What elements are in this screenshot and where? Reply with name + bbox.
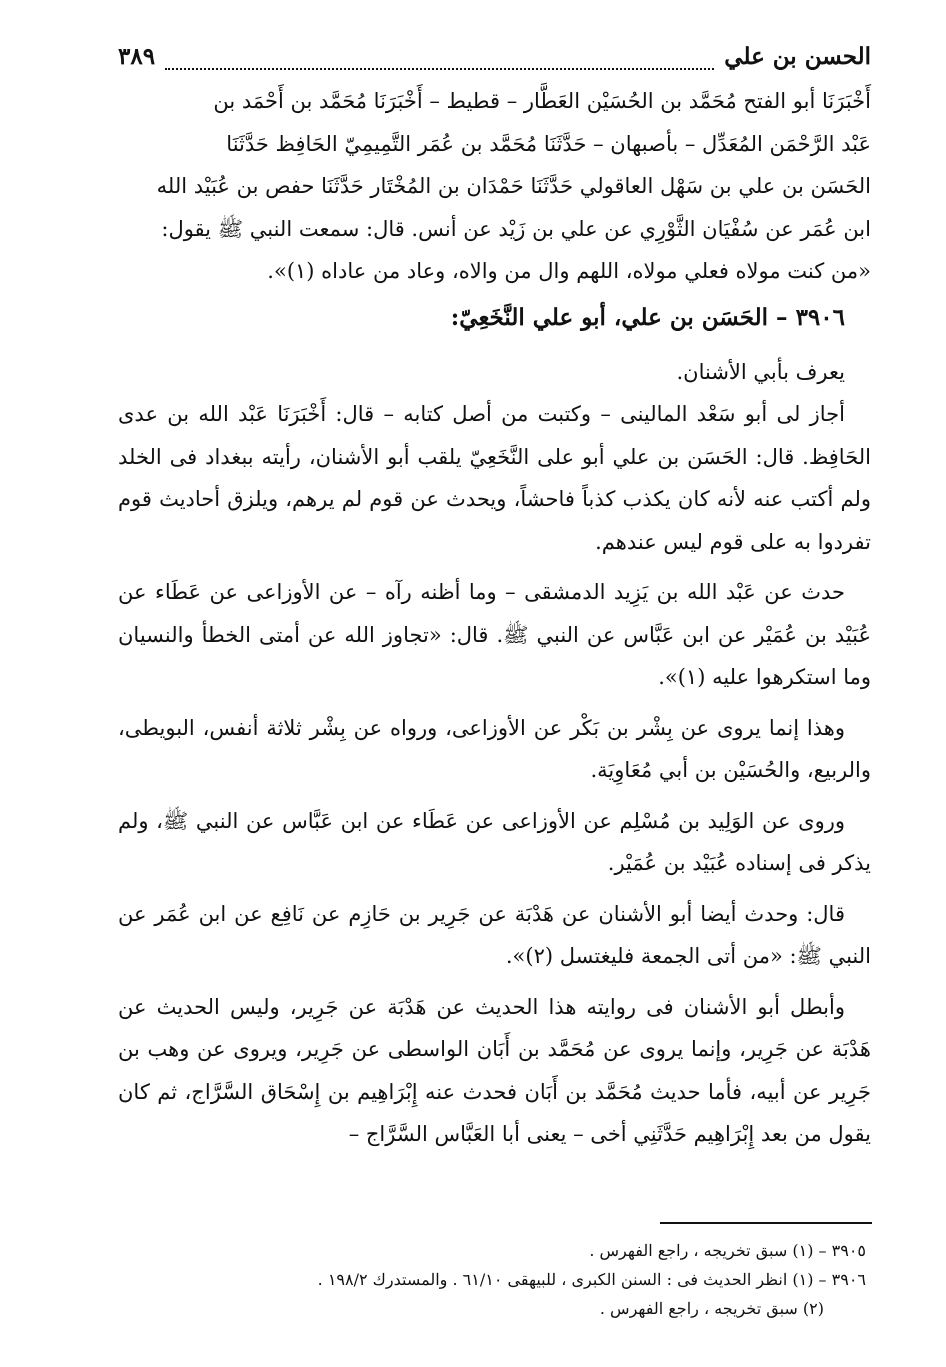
leader-dots bbox=[165, 54, 714, 70]
running-head-title: الحسن بن علي bbox=[724, 42, 871, 70]
text-line: «من كنت مولاه فعلي مولاه، اللهم وال من والاه، وعاد من عاداه (١)». bbox=[267, 259, 871, 283]
paragraph: يعرف بأبي الأشنان. bbox=[676, 359, 845, 384]
running-header bbox=[118, 36, 871, 76]
footnotes bbox=[200, 1236, 866, 1323]
text-line: أَخْبَرَنَا أبو الفتح مُحَمَّد بن الحُسَيْن العَطَّار – قطيط – أَخْبَرَنَا مُحَمَّد بن أَحْمَد بن bbox=[213, 89, 871, 113]
paragraph: قال: وحدث أيضا أبو الأشنان عن هَدْبَة عن جَرِير بن حَازِم عن نَافِع عن ابن عُمَر عن النبي ﷺ: «من أتى الجمعة فليغتسل (٢)». bbox=[118, 901, 871, 968]
entry-heading: ٣٩٠٦ – الحَسَن بن علي، أبو علي النَّخَعِيّ: bbox=[450, 303, 845, 331]
text-line: الحَسَن بن علي بن سَهْل العاقولي حَدَّثَنَا حَمْدَان بن المُخْتَار حَدَّثَنَا حفص بن عُبَيْد الله bbox=[156, 174, 871, 198]
page-number: ٣٨٩ bbox=[118, 42, 156, 70]
footnote: (٢) سبق تخريجه ، راجع الفهرس . bbox=[599, 1299, 824, 1318]
footnote-separator bbox=[660, 1222, 872, 1224]
paragraph: حدث عن عَبْد الله بن يَزِيد الدمشقى – وما أظنه رآه – عن الأوزاعى عن عَطَاء عن عُبَيْد بن عُمَيْر عن ابن عَبَّاس عن النبي ﷺ. قال: «تجاوز الله عن أمتى الخطأ والنسيان وما استكرهوا عليه (١)». bbox=[118, 580, 871, 689]
paragraph: أجاز لى أبو سَعْد المالينى – وكتبت من أصل كتابه – قال: أَخْبَرَنَا عَبْد الله بن عدى الحَافِظ. قال: الحَسَن بن علي أبو على النَّخَعِيّ يلقب أبو الأشنان، رأيته ببغداد فى الخلد ولم أكتب عنه لأنه كان يكذب كذباً فاحشاً، ويحدث عن قوم لم يرهم، ويلزق أحاديث قوم تفردوا به على قوم ليس عندهم. bbox=[118, 402, 871, 554]
paragraph: وأبطل أبو الأشنان فى روايته هذا الحديث عن هَدْبَة عن جَرِير، وليس الحديث عن هَدْبَة عن جَرِير، وإنما يروى عن مُحَمَّد بن أَبَان الواسطى عن جَرِير، ويروى عن وهب بن جَرِير عن أبيه، فأما حديث مُحَمَّد بن أَبَان فحدث عنه إِبْرَاهِيم بن إِسْحَاق السَّرَّاج، ثم كان يقول من بعد إِبْرَاهِيم حَدَّثَنِي أخى – يعنى أبا العَبَّاس السَّرَّاج – bbox=[118, 994, 871, 1146]
main-text bbox=[118, 80, 871, 1156]
footnote: ٣٩٠٥ – (١) سبق تخريجه ، راجع الفهرس . bbox=[589, 1241, 866, 1260]
text-line: ابن عُمَر عن سُفْيَان الثَّوْرِي عن علي بن زَيْد عن أنس. قال: سمعت النبي ﷺ يقول: bbox=[161, 216, 871, 241]
footnote: ٣٩٠٦ – (١) انظر الحديث فى : السنن الكبرى ، للبيهقى ٦١/١٠ . والمستدرك ١٩٨/٢ . bbox=[317, 1270, 866, 1289]
text-line: عَبْد الرَّحْمَن المُعَدِّل – بأصبهان – حَدَّثَنَا مُحَمَّد بن عُمَر التَّمِيمِيّ الحَافِظ حَدَّثَنَا bbox=[226, 131, 871, 156]
paragraph: وروى عن الوَلِيد بن مُسْلِم عن الأوزاعى عن عَطَاء عن ابن عَبَّاس عن النبي ﷺ، ولم يذكر فى إسناده عُبَيْد بن عُمَيْر. bbox=[118, 808, 871, 875]
paragraph: وهذا إنما يروى عن بِشْر بن بَكْر عن الأوزاعى، ورواه عن بِشْر ثلاثة أنفس، البويطى، والربيع، والحُسَيْن بن أبي مُعَاوِيَة. bbox=[118, 715, 871, 782]
